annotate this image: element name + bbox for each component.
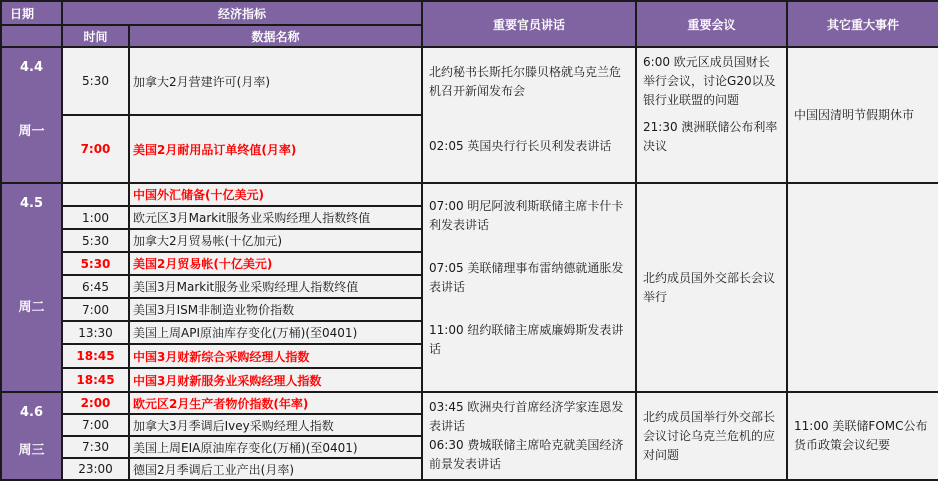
day-date: 4.6 [19, 405, 44, 420]
day-weekday: 周三 [18, 443, 45, 458]
speeches-cell [422, 47, 636, 183]
other-cell [787, 183, 938, 392]
row-name: 中国外汇储备(十亿美元) [129, 183, 422, 206]
speeches-cell [422, 183, 636, 392]
header-blank [1, 25, 62, 47]
row-time: 7:00 [62, 414, 129, 436]
other-item: 中国因清明节假期休市 [794, 107, 915, 122]
row-name: 中国3月财新服务业采购经理人指数 [129, 368, 422, 392]
row-name: 欧元区3月Markit服务业采购经理人指数终值 [129, 206, 422, 229]
row-name: 美国3月Markit服务业采购经理人指数终值 [129, 275, 422, 298]
other-item: 11:00 美联储FOMC公布货币政策会议纪要 [794, 419, 928, 452]
row-time: 1:00 [62, 206, 129, 229]
row-name: 美国上周EIA原油库存变化(万桶)(至0401) [129, 436, 422, 458]
row-time: 5:30 [62, 252, 129, 275]
speech-item: 07:05 美联储理事布雷纳德就通胀发表讲话 [429, 261, 624, 294]
meetings-cell [636, 392, 787, 480]
row-time: 23:00 [62, 458, 129, 480]
row-name: 德国2月季调后工业产出(月率) [129, 458, 422, 480]
day-cell [1, 47, 62, 183]
header-time: 时间 [62, 25, 129, 47]
row-time: 18:45 [62, 344, 129, 368]
speech-item: 02:05 英国央行行长贝利发表讲话 [429, 139, 612, 153]
row-name: 加拿大3月季调后Ivey采购经理人指数 [129, 414, 422, 436]
row-name: 中国3月财新综合采购经理人指数 [129, 344, 422, 368]
header-speeches: 重要官员讲话 [422, 1, 636, 47]
other-cell [787, 47, 938, 183]
meetings-cell [636, 183, 787, 392]
row-name: 美国2月耐用品订单终值(月率) [129, 115, 422, 183]
day-date: 4.4 [19, 60, 44, 75]
row-time: 5:30 [62, 229, 129, 252]
day-weekday: 周二 [18, 300, 45, 315]
row-name: 加拿大2月贸易帐(十亿加元) [129, 229, 422, 252]
speech-item: 06:30 费城联储主席哈克就美国经济前景发表讲话 [429, 438, 624, 471]
header-meetings: 重要会议 [636, 1, 787, 47]
row-time: 18:45 [62, 368, 129, 392]
header-date: 日期 [1, 1, 62, 25]
speech-item: 07:00 明尼阿波利斯联储主席卡什卡利发表讲话 [429, 199, 624, 232]
speech-item: 03:45 欧洲央行首席经济学家连恩发表讲话 [429, 400, 624, 433]
speeches-cell [422, 392, 636, 480]
day-date: 4.5 [19, 196, 44, 211]
row-time: 5:30 [62, 47, 129, 115]
day-cell [1, 392, 62, 480]
meeting-item: 6:00 欧元区成员国财长举行会议，讨论G20以及银行业联盟的问题 [643, 55, 776, 107]
meeting-item: 北约成员国举行外交部长会议讨论乌克兰危机的应对问题 [643, 409, 776, 462]
row-time: 7:00 [62, 298, 129, 321]
row-time: 7:00 [62, 115, 129, 183]
day-cell [1, 183, 62, 392]
day-weekday: 周一 [18, 124, 45, 139]
speech-item: 11:00 纽约联储主席威廉姆斯发表讲话 [429, 323, 624, 356]
meetings-cell [636, 47, 787, 183]
speech-item: 北约秘书长斯托尔滕贝格就乌克兰危机召开新闻发布会 [429, 65, 622, 98]
row-name: 美国上周API原油库存变化(万桶)(至0401) [129, 321, 422, 344]
row-time: 6:45 [62, 275, 129, 298]
meeting-item: 21:30 澳洲联储公布利率决议 [643, 120, 778, 153]
row-time [62, 183, 129, 206]
header-data-name: 数据名称 [129, 25, 422, 47]
row-name: 美国2月贸易帐(十亿美元) [129, 252, 422, 275]
header-other: 其它重大事件 [787, 1, 938, 47]
row-time: 13:30 [62, 321, 129, 344]
row-time: 2:00 [62, 392, 129, 414]
row-time: 7:30 [62, 436, 129, 458]
row-name: 加拿大2月营建许可(月率) [129, 47, 422, 115]
meeting-item: 北约成员国外交部长会议举行 [643, 270, 776, 304]
row-name: 美国3月ISM非制造业物价指数 [129, 298, 422, 321]
row-name: 欧元区2月生产者物价指数(年率) [129, 392, 422, 414]
other-cell [787, 392, 938, 480]
header-economic: 经济指标 [62, 1, 422, 25]
